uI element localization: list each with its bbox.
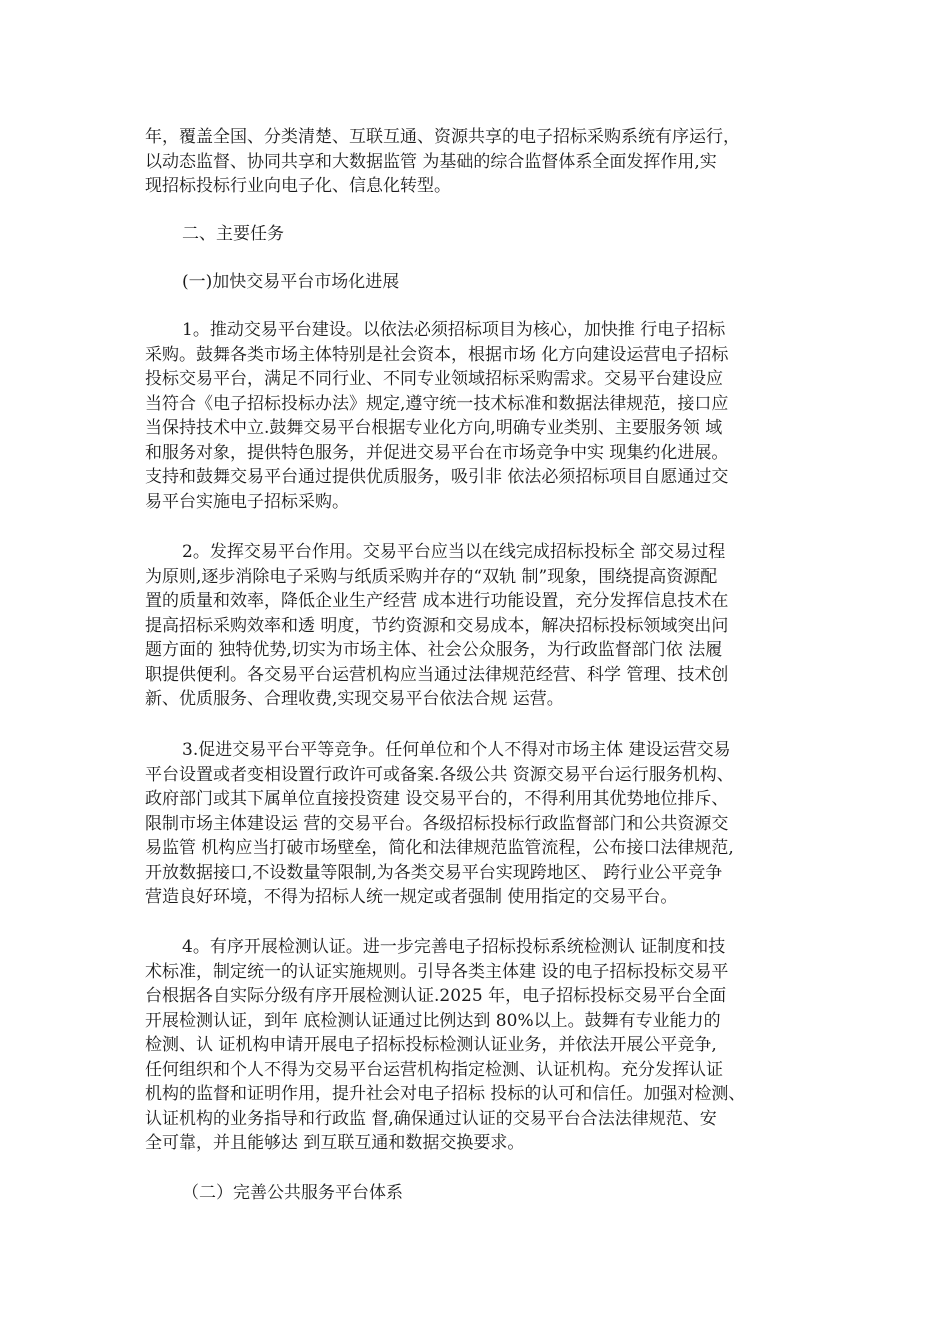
item4-line: 4。有序开展检测认证。进一步完善电子招标投标系统检测认 证制度和技: [182, 937, 726, 957]
item4-line: 开展检测认证，到年 底检测认证通过比例达到 80%以上。鼓舞有专业能力的: [145, 1010, 721, 1031]
item4-line: 台根据各自实际分级有序开展检测认证.2025 年，电子招标投标交易平台全面: [145, 986, 727, 1006]
item2-line: 为原则,逐步消除电子采购与纸质采购并存的“双轨 制”现象，围绕提高资源配: [145, 566, 718, 587]
item1-line: 投标交易平台，满足不同行业、不同专业领域招标采购需求。交易平台建设应: [145, 369, 723, 389]
item1-line: 当符合《电子招标投标办法》规定,遵守统一技术标准和数据法律规范，接口应: [145, 393, 729, 414]
item2-line: 职提供便利。各交易平台运营机构应当通过法律规范经营、科学 管理、技术创: [145, 664, 729, 685]
item3-line: 3.促进交易平台平等竞争。任何单位和个人不得对市场主体 建设运营交易: [182, 740, 731, 760]
item1-line: 易平台实施电子招标采购。: [145, 491, 349, 512]
item1-line: 支持和鼓舞交易平台通过提供优质服务，吸引非 依法必须招标项目自愿通过交: [145, 467, 729, 487]
item2-paragraph: [145, 540, 815, 712]
intro-line: 现招标投标行业向电子化、信息化转型。: [145, 176, 451, 196]
intro-line: 年，覆盖全国、分类清楚、互联互通、资源共享的电子招标采购系统有序运行，: [145, 127, 740, 147]
item2-line: 置的质量和效率，降低企业生产经营 成本进行功能设置，充分发挥信息技术在: [145, 591, 729, 611]
item3-line: 平台设置或者变相设置行政许可或备案.各级公共 资源交易平台运行服务机构、: [145, 764, 734, 785]
item2-line: 提高招标采购效率和透 明度，节约资源和交易成本，解决招标投标领域突出问: [145, 615, 729, 636]
item3-line: 政府部门或其下属单位直接投资建 设交易平台的，不得利用其优势地位排斥、: [145, 789, 729, 809]
item3-paragraph: [145, 738, 815, 910]
section-two-heading: 二、主要任务: [182, 224, 284, 244]
item4-line: 认证机构的业务指导和行政监 督,确保通过认证的交易平台合法法律规范、安: [145, 1108, 717, 1129]
item2-line: 新、优质服务、合理收费,实现交易平台依法合规 运营。: [145, 689, 564, 709]
item3-line: 易监管 机构应当打破市场壁垒，简化和法律规范监管流程，公布接口法律规范,: [145, 838, 734, 858]
item3-line: 营造良好环境，不得为招标人统一规定或者强制 使用指定的交易平台。: [145, 887, 678, 907]
item1-paragraph: [145, 318, 815, 514]
item2-line: 题方面的 独特优势,切实为市场主体、社会公众服务，为行政监督部门依 法履: [145, 640, 723, 660]
item1-line: 1。推动交易平台建设。以依法必须招标项目为核心，加快推 行电子招标: [182, 320, 726, 340]
item3-line: 开放数据接口,不设数量等限制,为各类交易平台实现跨地区、 跨行业公平竞争: [145, 862, 723, 883]
item3-line: 限制市场主体建设运 营的交易平台。各级招标投标行政监督部门和公共资源交: [145, 813, 729, 834]
intro-paragraph: [145, 125, 815, 199]
item4-line: 术标准，制定统一的认证实施规则。引导各类主体建 设的电子招标投标交易平: [145, 961, 729, 982]
subsection-one-heading: (一)加快交易平台市场化进展: [182, 272, 400, 292]
item4-line: 全可靠，并且能够达 到互联互通和数据交换要求。: [145, 1133, 525, 1153]
item1-line: 和服务对象，提供特色服务，并促进交易平台在市场竞争中实 现集约化进展。: [145, 442, 729, 463]
subsection-two-heading: （二）完善公共服务平台体系: [182, 1183, 403, 1203]
item4-line: 任何组织和个人不得为交易平台运营机构指定检测、认证机构。充分发挥认证: [145, 1059, 723, 1080]
item4-paragraph: [145, 935, 815, 1156]
item4-line: 检测、认 证机构申请开展电子招标投标检测认证业务，并依法开展公平竞争,: [145, 1035, 717, 1055]
item4-line: 机构的监督和证明作用，提升社会对电子招标 投标的认可和信任。加强对检测、: [145, 1084, 746, 1104]
item2-line: 2。发挥交易平台作用。交易平台应当以在线完成招标投标全 部交易过程: [182, 542, 726, 562]
item1-line: 采购。鼓舞各类市场主体特别是社会资本，根据市场 化方向建设运营电子招标: [145, 344, 729, 365]
intro-line: 以动态监督、协同共享和大数据监管 为基础的综合监督体系全面发挥作用,实: [145, 151, 717, 172]
item1-line: 当保持技术中立.鼓舞交易平台根据专业化方向,明确专业类别、主要服务领 域: [145, 418, 723, 438]
